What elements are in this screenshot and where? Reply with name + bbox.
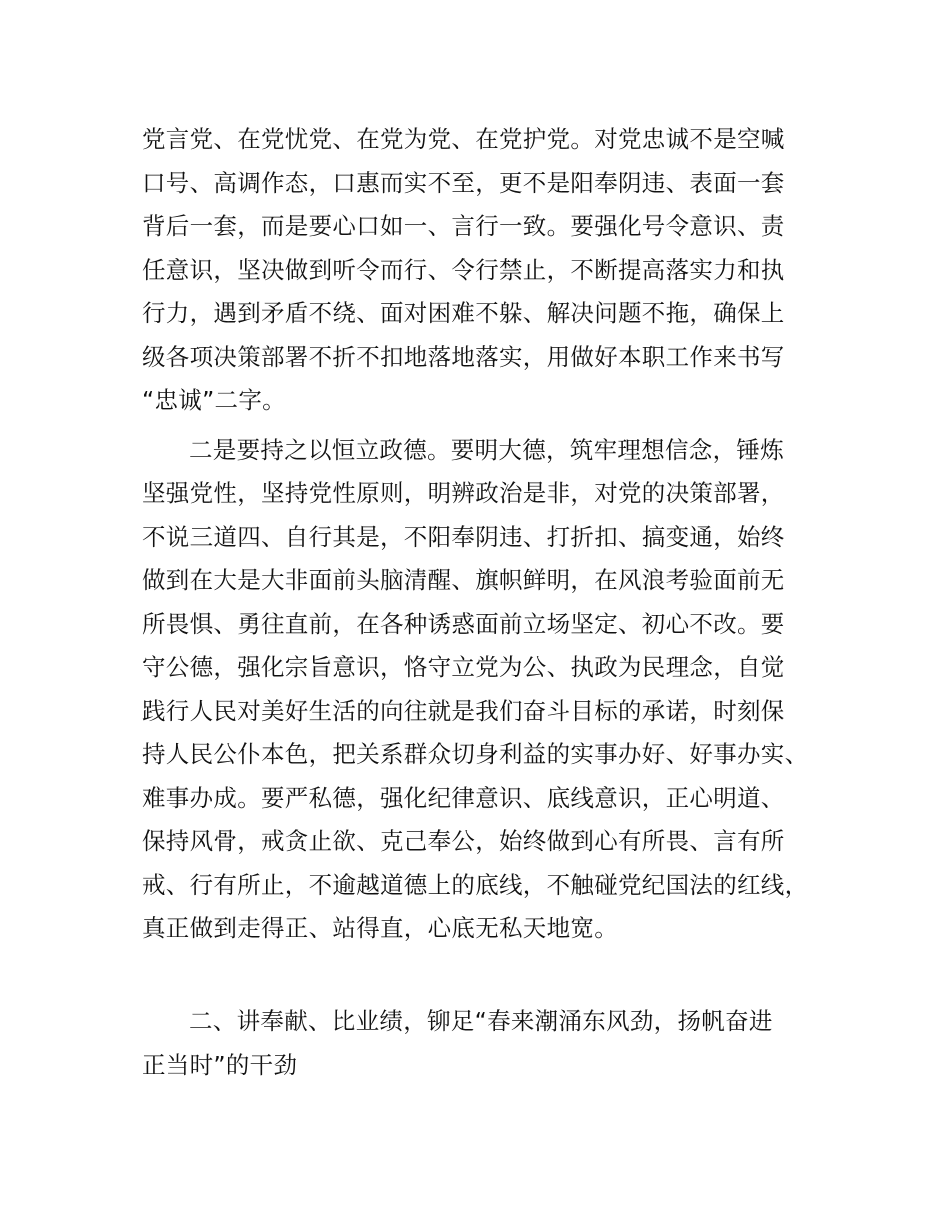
text-line: 不说三道四、自行其是，不阳奉阴违、打折扣、搞变通，始终 — [142, 522, 785, 551]
text-line: 做到在大是大非面前头脑清醒、旗帜鲜明，在风浪考验面前无 — [142, 566, 785, 594]
text-line: 真正做到走得正、站得直，心底无私天地宽。 — [142, 914, 618, 942]
text-line: 口号、高调作态，口惠而实不至，更不是阳奉阴违、表面一套 — [142, 168, 785, 197]
section-heading-dedication — [142, 1000, 842, 1087]
text-line: 戒、行有所止，不逾越道德上的底线，不触碰党纪国法的红线， — [142, 870, 809, 899]
text-line: 持人民公仆本色，把关系群众切身利益的实事办好、好事办实、 — [142, 740, 809, 768]
text-line: 行力，遇到矛盾不绕、面对困难不躲、解决问题不拖，确保上 — [142, 299, 785, 327]
text-line: 守公德，强化宗旨意识，恪守立党为公、执政为民理念，自觉 — [142, 653, 785, 681]
text-line: 级各项决策部署不折不扣地落地落实，用做好本职工作来书写 — [142, 342, 785, 371]
text-line: 难事办成。要严私德，强化纪律意识、底线意识，正心明道、 — [142, 783, 785, 812]
text-line — [142, 951, 842, 995]
text-line: 坚强党性，坚持党性原则，明辨政治是非，对党的决策部署， — [142, 479, 785, 507]
text-line: 任意识，坚决做到听令而行、令行禁止，不断提高落实力和执 — [142, 255, 785, 284]
text-line: 所畏惧、勇往直前，在各种诱惑面前立场坚定、初心不改。要 — [142, 609, 785, 638]
heading-line: 正当时”的干劲 — [142, 1050, 298, 1079]
text-line: 保持风骨，戒贪止欲、克己奉公，始终做到心有所畏、言有所 — [142, 827, 785, 855]
text-line: 党言党、在党忧党、在党为党、在党护党。对党忠诚不是空喊 — [142, 125, 785, 153]
text-line: 二是要持之以恒立政德。要明大德，筑牢理想信念，锤炼 — [189, 435, 784, 464]
paragraph-loyalty — [142, 118, 842, 423]
paragraph-political-virtue — [142, 429, 842, 995]
text-line: 践行人民对美好生活的向往就是我们奋斗目标的承诺，时刻保 — [142, 696, 785, 725]
heading-line: 二、讲奉献、比业绩，铆足“春来潮涌东风劲，扬帆奋进 — [189, 1007, 773, 1035]
text-line: 背后一套，而是要心口如一、言行一致。要强化号令意识、责 — [142, 212, 785, 240]
text-line: “忠诚”二字。 — [142, 386, 286, 414]
document-body — [142, 118, 842, 1087]
